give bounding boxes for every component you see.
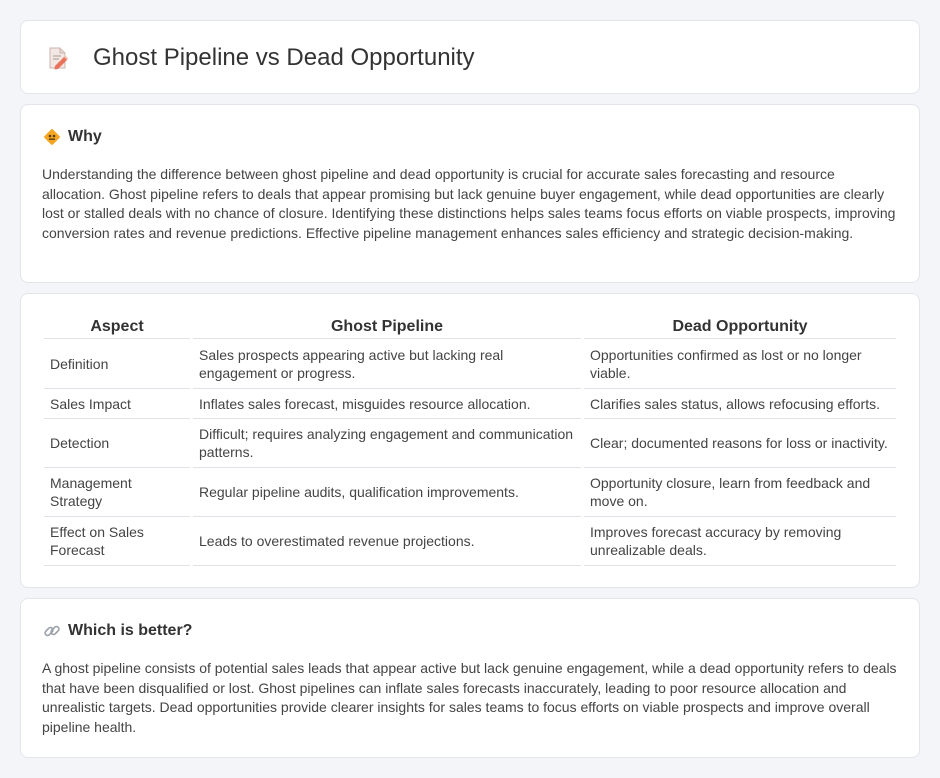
dead-opportunity-cell: Improves forecast accuracy by removing unrealizable deals.: [584, 517, 896, 566]
ghost-pipeline-cell: Regular pipeline audits, qualification improvements.: [193, 468, 581, 517]
dead-opportunity-cell: Opportunity closure, learn from feedback and move on.: [584, 468, 896, 517]
dead-opportunity-cell: Clear; documented reasons for loss or inactivity.: [584, 419, 896, 468]
aspect-cell: Detection: [44, 419, 190, 468]
which-is-better-section: [20, 598, 920, 758]
column-header-aspect: Aspect: [44, 315, 190, 339]
ghost-pipeline-cell: Inflates sales forecast, misguides resource allocation.: [193, 389, 581, 419]
document-pencil-icon: [46, 46, 70, 70]
column-header-ghost-pipeline: Ghost Pipeline: [193, 315, 581, 339]
which-is-better-body: A ghost pipeline consists of potential sales leads that appear active but lack genuine engagement, while a dead opportunity refers to deals that have been disqualified or lost. Ghost pipelines can inflate sales forecasts inaccurately, leading to poor resource allocation and unrealistic targets. Dead opportunities provide clearer insights for sales teams to focus efforts on viable prospects and improve overall pipeline health.: [42, 660, 897, 735]
ghost-pipeline-cell: Leads to overestimated revenue projections.: [193, 517, 581, 566]
which-is-better-title: Which is better?: [68, 622, 193, 639]
aspect-cell: Definition: [44, 339, 190, 389]
table-row: [44, 419, 896, 468]
table-header-row: [44, 315, 896, 339]
table-row: [44, 517, 896, 566]
dead-opportunity-cell: Opportunities confirmed as lost or no longer viable.: [584, 339, 896, 389]
why-section: [20, 104, 920, 283]
aspect-cell: Effect on Sales Forecast: [44, 517, 190, 566]
table-row: [44, 389, 896, 419]
page-title: Ghost Pipeline vs Dead Opportunity: [93, 44, 475, 71]
title-card: [20, 20, 920, 94]
comparison-table: [41, 315, 899, 566]
table-row: [44, 339, 896, 389]
why-body: Understanding the difference between ghost pipeline and dead opportunity is crucial for accurate sales forecasting and resource allocation. Ghost pipeline refers to deals that appear promising but lack genuine buyer engagement, while dead opportunities are clearly lost or stalled deals with no chance of closure. Identifying these distinctions helps sales teams focus efforts on viable prospects, improving conversion rates and revenue predictions. Effective pipeline management enhances sales efficiency and strategic decision-making.: [42, 166, 896, 241]
aspect-cell: Sales Impact: [44, 389, 190, 419]
dead-opportunity-cell: Clarifies sales status, allows refocusing efforts.: [584, 389, 896, 419]
ghost-pipeline-cell: Difficult; requires analyzing engagement and communication patterns.: [193, 419, 581, 468]
link-icon: [43, 622, 61, 640]
ghost-pipeline-cell: Sales prospects appearing active but lacking real engagement or progress.: [193, 339, 581, 389]
table-row: [44, 468, 896, 517]
diamond-sign-icon: [43, 128, 61, 146]
aspect-cell: Management Strategy: [44, 468, 190, 517]
why-title: Why: [68, 128, 102, 145]
column-header-dead-opportunity: Dead Opportunity: [584, 315, 896, 339]
comparison-section: [20, 293, 920, 588]
